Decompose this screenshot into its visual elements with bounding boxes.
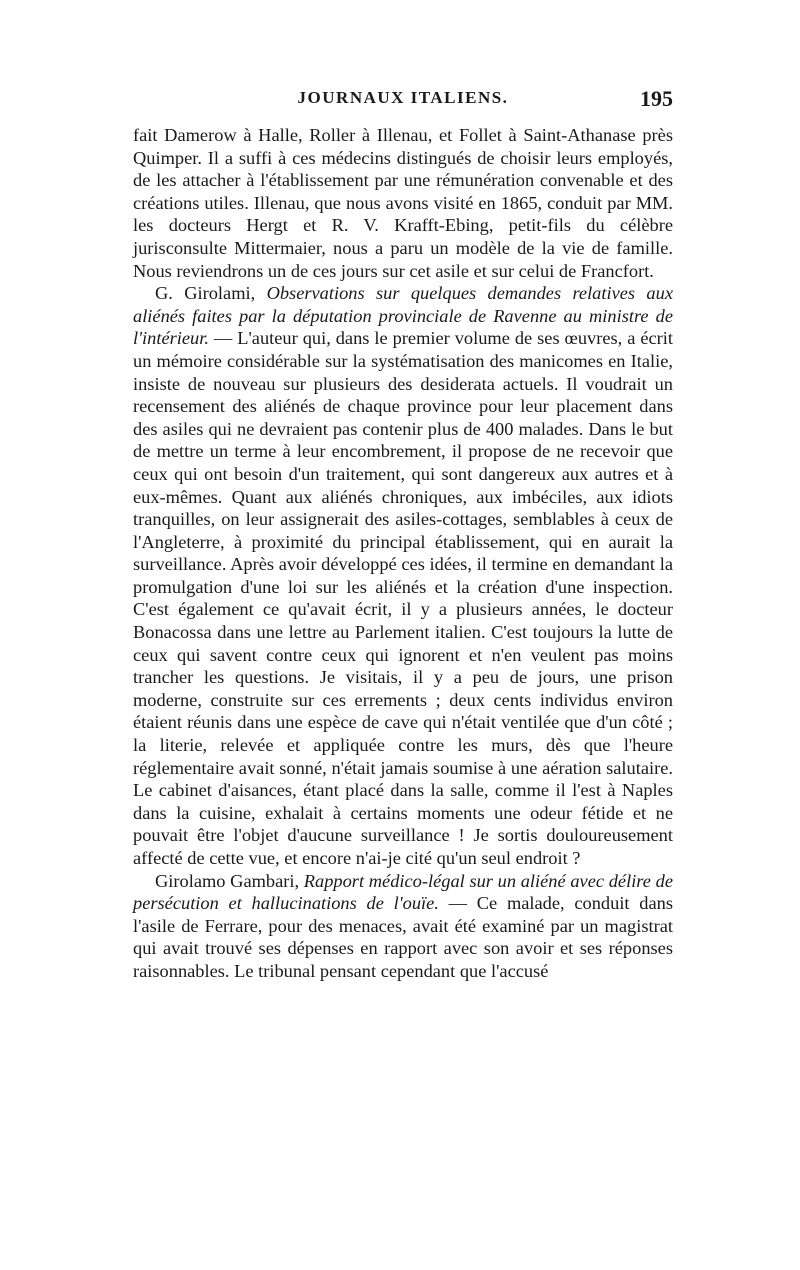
author-name: G. Girolami, — [155, 283, 267, 304]
paragraph-text: — L'auteur qui, dans le premier volume de ses œuvres, a écrit un mémoire considérable sur la systématisation des manicomes en Italie, insiste de nouveau sur plusieurs des desiderata actuels. Il voudrait un recensement des aliénés de chaque province pour leur placement dans des asiles qui ne devraient pas contenir plus de 400 malades. Dans le but de mettre un terme à leur encombrement, il propose de ne recevoir que ceux qui ont besoin d'un traitement, qui sont dangereux aux autres et à eux-mêmes. Quant aux aliénés chroniques, aux imbéciles, aux idiots tranquilles, on leur assignerait des asiles-cottages, semblables à ceux de l'Angleterre, à proximité du principal établissement, qui en aurait la surveillance. Après avoir développé ces idées, il termine en demandant la promulgation d'une loi sur les aliénés et la création d'une inspection. C'est également ce qu'avait écrit, il y a plusieurs années, le docteur Bonacossa dans une lettre au Parlement italien. C'est toujours la lutte de ceux qui savent contre ceux qui ignorent et n'en veulent pas moins trancher les questions. Je visitais, il y a peu de jours, une prison moderne, construite sur ces errements ; deux cents individus environ étaient réunis dans une espèce de cave qui n'était ventilée que d'un côté ; la literie, relevée et appliquée contre les murs, dès que l'heure réglementaire avait sonné, n'était jamais soumise à une aération salutaire. Le cabinet d'aisances, étant placé dans la salle, comme il l'est à Naples dans la cuisine, exhalait à certains moments une odeur fétide et ne pouvait être l'objet d'aucune surveillance ! Je sortis douloureusement affecté de cette vue, et encore n'ai-je cité qu'un seul endroit ? — [133, 328, 673, 868]
paragraph-text: fait Damerow à Halle, Roller à Illenau, et Follet à Saint-Athanase près Quimper. Il a suffi à ces médecins distingués de choisir leurs employés, de les attacher à l'établissement par une rémunération convenable et des créations utiles. Illenau, que nous avons visité en 1865, conduit par MM. les docteurs Hergt et R. V. Krafft-Ebing, petit-fils du célèbre jurisconsulte Mittermaier, nous a paru un modèle de la vie de famille. Nous reviendrons un de ces jours sur cet asile et sur celui de Francfort. — [133, 125, 673, 281]
body-text — [133, 124, 673, 983]
paragraph-girolami — [133, 282, 673, 869]
author-name: Girolamo Gambari, — [155, 870, 304, 891]
running-title: JOURNAUX ITALIENS. — [297, 88, 509, 107]
page-number: 195 — [640, 86, 673, 111]
work-title: Observations sur quelques demandes relatives aux aliénés faites par la députation provinciale de Ravenne au ministre de l'intérieur. — [133, 283, 673, 349]
work-title: Rapport médico-légal sur un aliéné avec délire de persécution et hallucinations de l'ouïe. — [133, 870, 673, 914]
paragraph-damerow — [133, 124, 673, 282]
paragraph-gambari — [133, 870, 673, 983]
paragraph-text: — Ce malade, conduit dans l'asile de Ferrare, pour des menaces, avait été examiné par un magistrat qui avait trouvé ses dépenses en rapport avec son avoir et ses réponses raisonnables. Le tribunal pensant cependant que l'accusé — [133, 893, 673, 981]
running-head — [133, 88, 673, 118]
